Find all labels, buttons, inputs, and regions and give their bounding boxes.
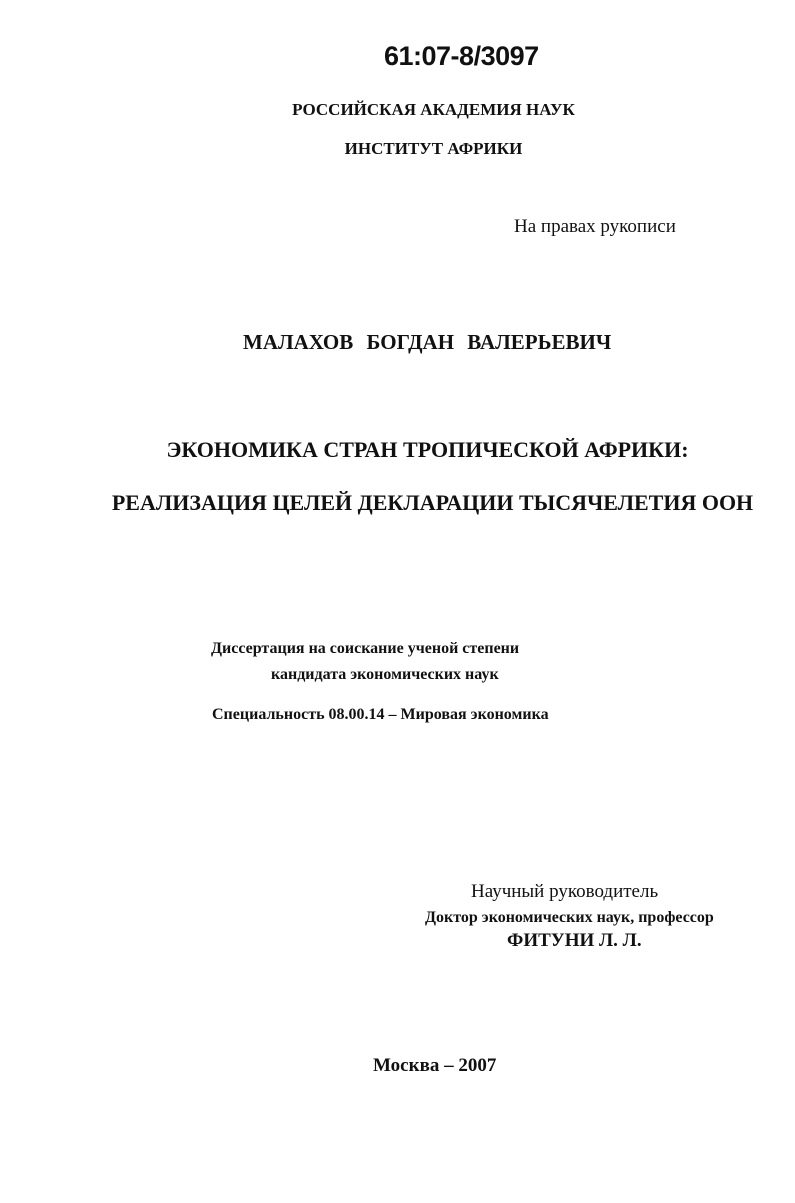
manuscript-rights-note: На правах рукописи [514,216,676,237]
dissertation-degree-line1: Диссертация на соискание ученой степени [211,640,520,657]
supervisor-name: ФИТУНИ Л. Л. [507,930,642,951]
supervisor-label: Научный руководитель [471,881,659,902]
city-year: Москва – 2007 [373,1055,497,1076]
dissertation-degree-line2: кандидата экономических наук [271,666,499,683]
organization-name: РОССИЙСКАЯ АКАДЕМИЯ НАУК [292,100,575,119]
thesis-title-line1: ЭКОНОМИКА СТРАН ТРОПИЧЕСКОЙ АФРИКИ: [166,437,689,462]
institute-name: ИНСТИТУТ АФРИКИ [344,139,523,158]
author-name: МАЛАХОВ БОГДАН ВАЛЕРЬЕВИЧ [243,330,612,354]
dissertation-specialty: Специальность 08.00.14 – Мировая экономика [212,706,549,723]
catalog-stamp: 61:07-8/3097 [384,41,539,71]
supervisor-degree: Доктор экономических наук, профессор [425,909,714,926]
thesis-title-line2: РЕАЛИЗАЦИЯ ЦЕЛЕЙ ДЕКЛАРАЦИИ ТЫСЯЧЕЛЕТИЯ ООН [111,490,754,515]
